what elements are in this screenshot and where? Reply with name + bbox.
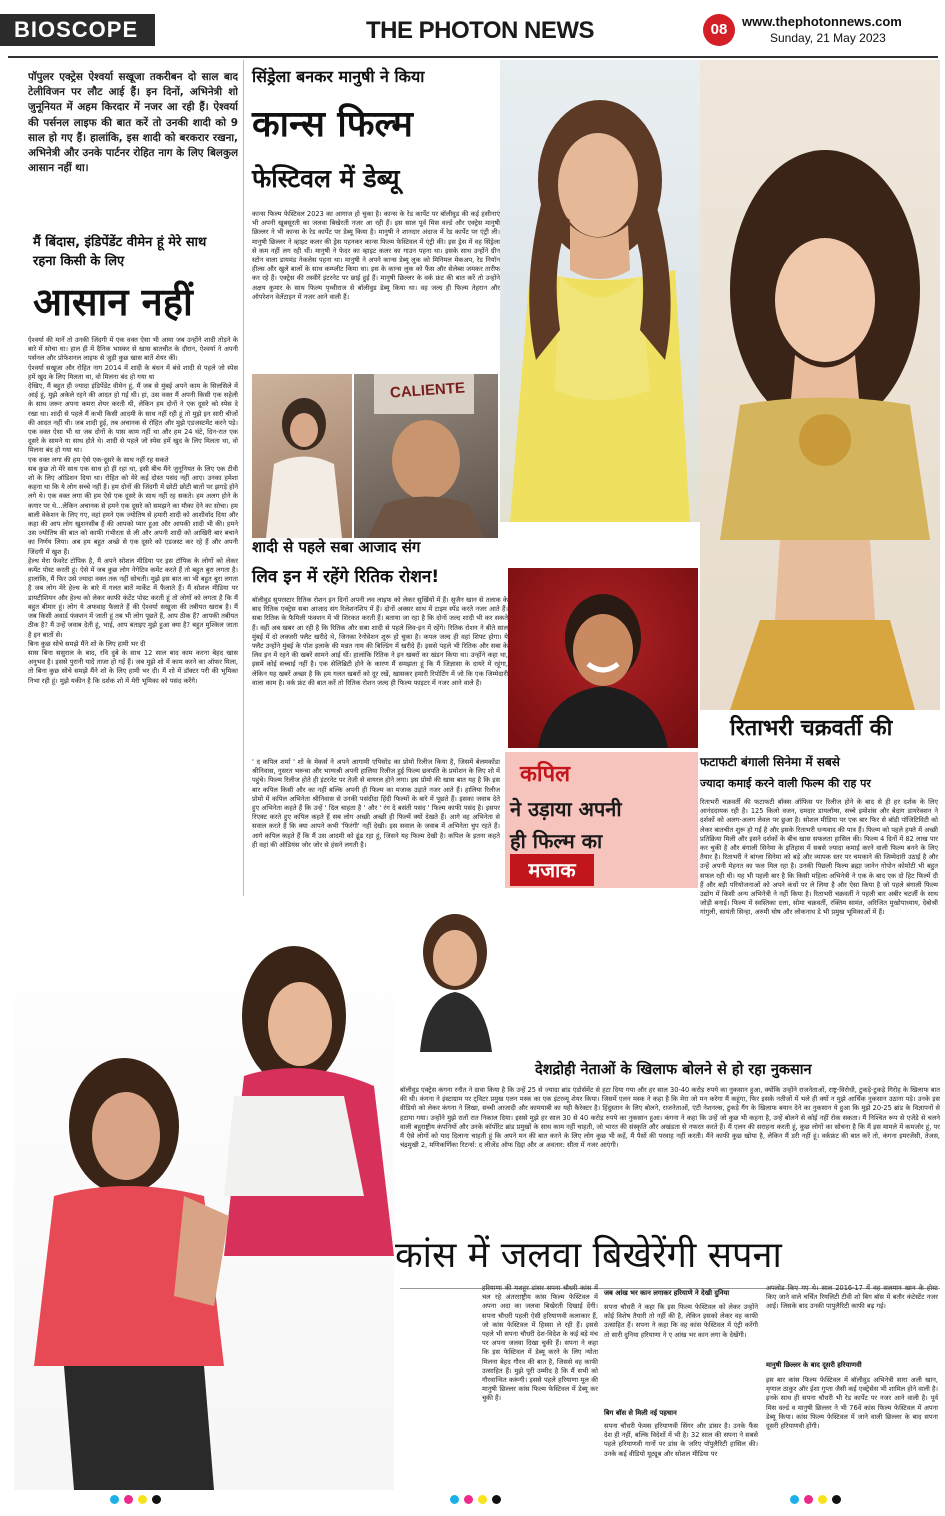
ritabhari-headline-3: ज्यादा कमाई करने वाली फिल्म की राह पर	[700, 777, 871, 790]
kangana-photo	[400, 892, 510, 1052]
manushi-headline-1: सिंड्रेला बनकर मानुषी ने किया	[252, 67, 425, 86]
section-masthead: BIOSCOPE	[0, 14, 155, 46]
reg-dot-cyan	[790, 1495, 799, 1504]
kapil-photo	[508, 568, 698, 748]
aishwarya-intro: पॉपुलर एक्ट्रेस ऐश्वर्या सखूजा तकरीबन दो साल बाद टेलीविजन पर लौट आई हैं। इन दिनों, अभिनेत्री शो जुनूनियत में अहम किरदार में नजर आ रही हैं। ऐश्वर्या की पर्सनल लाइफ की बात करें तो उनकी शादी को 9 साल हो गए हैं। हालांकि, इस शादी को बरकरार रखना, अभिनेत्री और उनके पार्टनर रोहित नाग के लिए बिलकुल आसान नहीं था।	[28, 71, 238, 175]
aishwarya-headline-top: मैं बिंदास, इंडिपेंडेंट वीमेन हूं मेरे साथ रहना किसी के लिए	[33, 235, 207, 269]
kapil-headline-2: ने उड़ाया अपनी	[510, 797, 622, 821]
reg-dot-magenta	[124, 1495, 133, 1504]
header-rule	[8, 56, 938, 58]
ritabhari-headline-2: फटाफटी बंगाली सिनेमा में सबसे	[700, 755, 840, 769]
reg-dot-yellow	[818, 1495, 827, 1504]
kapil-headline-1: कपिल	[520, 762, 571, 787]
reg-dot-magenta	[464, 1495, 473, 1504]
manushi-body: कान्स फिल्म फेस्टिवल 2023 का आगाज हो चुका है। कान्स के रेड कार्पेट पर बॉलीवुड की कई हसीनाएं भी अपनी खूबसूरती का जलवा बिखेरती नजर आ रही हैं। इस साल पूर्व मिस वर्ल्ड और एक्ट्रेस मानुषी छिल्लर ने भी कान्स के रेड कार्पेट पर डेब्यू किया है। मानुषी ने शानदार अंदाज में रेड कार्पेट पर एंट्री ली। मानुषी छिल्लर ने व्हाइट कलर की ड्रेस पहनकर कान्स फिल्म फेस्टिवल में एंट्री की। इस ड्रेस में वह सिंड्रेला से कम नहीं लग रही थीं। मानुषी ने फेदर का व्हाइट कलर का गाउन पहना था। इसके साथ उन्होंने ग्रीन स्टोन वाला डायमंड नेकलेस पहना था। मानुषी ने अपने कान्स डेब्यू लुक को मिनिमल मेकअप, रेड नियॉन हील्स और खुले बालों के साथ कम्प्लीट किया था। इस के कान्स लुक को फैंस और सेलेब्स जमकर तारीफ कर रहे हैं। एक्ट्रेस की तस्वीरें इंटरनेट पर छाई हुई हैं। मानुषी छिल्लर के वर्क फ्रंट की बात करें तो उन्होंने अक्षय कुमार के साथ फिल्म पृथ्वीराज से बॉलीवुड डेब्यू किया था। वह जल्द ही फिल्म तेहरान और ऑपरेशन वेलेंटाइन में नजर आने वाली हैं।	[252, 210, 500, 301]
ritabhari-body: रिताभरी चक्रवर्ती की फटाफटी बॉक्स ऑफिस पर रिलीज होने के बाद से ही हर दर्शक के लिए आनंददायक रही है। 125 किलो वजन, दमदार डायलॉग्स, सच्चे इमोशंस और बेदाग डायरेक्शन ने दर्शकों को अलग-अलग लेवल पर छुआ है। सोशल मीडिया पर एक बार फिर से बॉडी पॉजिटिविटी को लेकर बातचीत शुरू हो गई है और इसके रिताभरी धन्यवाद की पात्र हैं। फिल्म को पहले हफ्ते में अच्छी प्रतिक्रिया मिली और इसने दर्शकों के बीच खास सफलता हासिल की। फिल्म 4 दिनों में 82 लाख पार कर चुकी है और बंगाली सिनेमा के इतिहास में सबसे ज्यादा कमाई करने वाली फिल्म बनने के लिए तैयार है। रिताभरी ने बांग्ला सिनेमा को बड़े और व्यापक स्तर पर चमकाने की जिम्मेदारी उठाई है और उन्हें अपनी मेहनत का फल मिल रहा है। उनकी पिछली फिल्म ब्रह्मा जानेन गोपोन कोमोटी भी बहुत सफल रही थी। यह भी पहली बार है कि किसी महिला अभिनेत्री ने एक के बाद एक दो हिट फिल्में दी हैं और बड़ी परियोजनाओं को अपने कंधों पर ले लिया है और ऐसा किया है जो पहले बंगाली फिल्म उद्योग में किसी अन्य अभिनेत्री ने नहीं किया है। रिताभरी चक्रवर्ती ने पहली बार अबीर चटर्जी के साथ जोड़ी बनाई। फिल्म में स्वस्तिका दत्ता, सोमा चक्रवर्ती, रक्तिम सामंत, अरिजित मुखोपाध्याय, देबोश्री गांगुली, सायंती सिन्हा, अरुमी घोष और लोकनाथ डे भी प्रमुख भूमिकाओं में हैं।	[700, 798, 938, 917]
hrithik-saba-photo-right	[354, 374, 498, 538]
sapna-col3: अपलोड किए गए थे। साल 2016-17 में वह सलमान खान के होस्ट किए जाने वाले चर्चित रियलिटी टीवी शो बिग बॉस में बतौर कंटेस्टेंट नजर आईं। जिसके बाद उनकी पापुलैरिटी काफी बढ़ गई।	[766, 1284, 938, 1311]
manushi-headline-3: फेस्टिवल में डेब्यू	[252, 164, 400, 193]
hrithik-saba-photo-left	[252, 374, 352, 538]
sapna-headline: कांस में जलवा बिखेरेंगी सपना	[395, 1235, 782, 1276]
ritabhari-photo	[700, 60, 940, 710]
sapna-col3-head: मानुषी छिल्लर के बाद दूसरी हरियाणवी	[766, 1361, 862, 1369]
kapil-headline-3: ही फिल्म का	[510, 829, 603, 853]
reg-dot-black	[832, 1495, 841, 1504]
sapna-col1: हरियाणा की मशहूर डांसर सपना चौधरी कांस में चल रहे अंतरराष्ट्रीय कांस फिल्म फेस्टिवल में अपना अदा का जलवा बिखेरती दिखाई देंगी। सपना चौधरी पहली ऐसी हरियाणवी कलाकार हैं, जो कांस फेस्टिवल में हिस्सा ले रही हैं। इससे पहले भी सपना चौधरी देश-विदेश के कई बड़े मंच पर अपना जलवा दिखा चुकी हैं। सपना ने कहा कि इस फेस्टिवल में डेब्यू करने के लिए न्योता मिलना बेहद गौरव की बात है, जिससे वह काफी उत्साहित हैं। मुझे पूरी उम्मीद है कि मैं सभी को गौरवान्वित करूंगी। इससे पहले हरियाणा मूल की मानुषी छिल्लर कांस फिल्म फेस्टिवल में डेब्यू कर चुकी हैं।	[482, 1284, 598, 1403]
kapil-headline-4: मजाक	[510, 854, 594, 886]
sapna-col2-body: सपना चौधरी ने कहा कि इस फिल्म फेस्टिवल को लेकर उन्होंने कोई विशेष तैयारी तो नहीं की है, लेकिन इसको लेकर वह काफी उत्साहित हैं। सपना ने कहा कि वह कांस फेस्टिवल में एंट्री करेंगी तो सारी दुनिया हरियाणा ने ए आंख भर कान लगा के देखेंगी।	[604, 1303, 758, 1339]
site-url[interactable]: www.thephotonnews.com	[742, 14, 902, 29]
kangana-headline: देशद्रोही नेताओं के खिलाफ बोलने से हो रहा नुकसान	[535, 1062, 812, 1078]
kangana-body: बॉलीवुड एक्ट्रेस कंगना रनौत ने दावा किया है कि उन्हें 25 से ज्यादा ब्रांड एंडोर्समेंट से हटा दिया गया और हर साल 30-40 करोड़ रुपये का नुकसान हुआ, क्योंकि उन्होंने राजनेताओं, राष्ट्र-विरोधी, टुकड़े-टुकड़े गिरोह के खिलाफ बात की थी। कंगना ने इंस्टाग्राम पर ट्विटर प्रमुख एलन मस्क का एक इंटरव्यू शेयर किया। जिसमें एलन मस्क ने कहा है कि मेरा जो मन करेगा मैं कहूंगा, फिर इसके नतीजों में भले ही क्यों न मुझे आर्थिक नुकसान उठाना पड़े। उनके इस वीडियो को लेकर कंगना ने लिखा, सच्ची आजादी और कामयाबी का यही कैरेक्टर है। हिंदुस्तान के लिए बोलने, राजनेताओं, एंटी नेशनल्स, टुकड़े गैंग के खिलाफ बयान देने का नुकसान ये हुआ कि मुझे 20-25 ब्रांड के विज्ञापनों से हटाया गया। उन्होंने मुझे रातों रात निकाल दिया। इससे मुझे हर साल 30 से 40 करोड़ रुपये का नुकसान हुआ। कंगना ने कहा कि उन्हें जो कुछ भी कहना है, उन्हें बोलने से कोई नहीं रोक सकता। मैं निश्चित रूप से एजेंडे से चलने वाली बहुराष्ट्रीय कंपनियों और उनके कॉर्पोरेट ब्रांड प्रमुखों के साथ काम नहीं चाहती, जो भारत की संस्कृति और अखंडता से नफरत करते हैं। मैं एलन की सराहना करती हूं, कुछ लोगों का सोचना है कि मैं इस मामले में कमजोर हूं, पर मैं ऐसे लोगों को याद दिलाना चाहती हूं कि अपने मन की बात करने के लिए लोग कुछ भी कहें, मैं पैसों की परवाह नहीं करती। मैंने काफी कुछ खोया है, लेकिन मैं डरी नहीं हूं। वर्कफ्रंट की बात करें तो, कंगना इमरजेंसी, तेजस, चंद्रमुखी 2, मणिकर्णिका रिटर्न्स: द लीजेंड ऑफ दिद्दा और अ अवतार: सीता में नजर आएंगी।	[400, 1086, 940, 1150]
reg-dot-cyan	[450, 1495, 459, 1504]
page-number-badge: 08	[703, 14, 735, 46]
paper-name: THE PHOTON NEWS	[365, 17, 595, 44]
sapna-photo	[14, 896, 394, 1490]
caliente-cap-text: CALIENTE	[389, 379, 466, 402]
sapna-col2-head: जब आंख भर कान लगाकर हरियाणे ने देखी दुनिया	[604, 1289, 730, 1297]
sapna-col2-head2: बिग बॉस से मिली नई पहचान	[604, 1409, 677, 1417]
aishwarya-headline-big: आसान नहीं	[33, 280, 193, 324]
reg-dot-cyan	[110, 1495, 119, 1504]
issue-date: Sunday, 21 May 2023	[770, 31, 886, 45]
reg-dot-yellow	[478, 1495, 487, 1504]
reg-dot-magenta	[804, 1495, 813, 1504]
reg-dot-black	[492, 1495, 501, 1504]
reg-dot-black	[152, 1495, 161, 1504]
reg-dot-yellow	[138, 1495, 147, 1504]
manushi-photo	[500, 60, 700, 522]
ritabhari-headline-1: रिताभरी चक्रवर्ती की	[730, 716, 893, 741]
hrithik-headline-1: शादी से पहले सबा आजाद संग	[252, 538, 421, 556]
manushi-headline-2: कान्स फिल्म	[252, 104, 413, 145]
sapna-col2-body2: सपना चौधरी फेमस हरियाणवी सिंगर और डांसर है। उनके फैंस देश ही नहीं, बल्कि विदेशों में भी है। 32 साल की सपना ने सबसे पहले हरियाणवी गानों पर डांस के जरिए पॉपुलैरिटी हासिल की। उनके कई वीडियो यूट्यूब और सोशल मीडिया पर	[604, 1422, 758, 1458]
hrithik-headline-2: लिव इन में रहेंगे रितिक रोशन!	[252, 567, 440, 587]
hrithik-body: बॉलीवुड सुपरस्टार रितिक रोशन इन दिनों अपनी लव लाइफ को लेकर सुर्खियों में हैं। सुजैन खान से तलाक के बाद रितिक एक्ट्रेस सबा आजाद संग रिलेशनशिप में हैं। दोनों अक्सर साथ में टाइम स्पेंड करते नजर आते हैं। सबा रितिक के फैमिली फंक्शन में भी शिरकत करती हैं। बताया जा रहा है कि दोनों जल्द शादी भी कर सकते हैं। वहीं अब खबर आ रही है कि रितिक और सबा शादी से पहले लिव-इन में रहेंगे। रितिक रोशन ने बीते साल मुंबई में दो लक्जरी फ्लैट खरीदे थे, जिनका रेनोवेशन शुरू हो चुका है। कपल जल्द ही वहां शिफ्ट होगा। ये फ्लैट उन्होंने मुंबई के पॉश इलाके की मन्नत नाम की बिल्डिंग में खरीदे हैं। इससे पहले भी रितिक और सबा के लिव इन में रहने की खबरें सामने आई थीं। हालांकि रितिक ने इन खबरों का खंडन किया था। उन्होंने कहा था, इसमें कोई सच्चाई नहीं है। एक सेलिब्रिटी होने के कारण मैं समझता हूं कि मैं जिज्ञासा के दायरे में रहूंगा, लेकिन यह खबरें अच्छा है कि हम गलत खबरों को दूर रखें, खासकर हमारी रिपोर्टिंग में जो कि एक जिम्मेदारी वाला काम है। वर्क फ्रंट की बात करें तो रितिक रोशन जल्द ही फिल्म फाइटर में नजर आने वाले हैं।	[252, 596, 508, 687]
sapna-col3-body: इस बार कांस फिल्म फेस्टिवल में बॉलीवुड अभिनेत्री सारा अली खान, मृणाल ठाकुर और ईशा गुप्ता जैसी कई एक्ट्रेसेस भी शामिल होने वाली है। इनके साथ ही सपना चौधरी भी रेड कार्पेट पर नजर आने वाली है। पूर्व मिस वर्ल्ड व मानुषी छिल्लर ने भी 76वें कांस फिल्म फेस्टिवल में अपना डेब्यू किया। कांस फिल्म फेस्टिवल में जाने वाली छिल्लर के बाद सपना दूसरी हरियाणवी होंगी।	[766, 1376, 938, 1431]
kapil-body: ' द कपिल शर्मा ' शो के मेकर्स ने अपने आगामी एपिसोड का प्रोमो रिलीज किया है, जिसमें बेलमकोंडा श्रीनिवास, नुसरत भरूचा और भाग्यश्री अपनी हालिया रिलीज हुई फिल्म छत्रपति के प्रमोशन के लिए शो में पहुंचे। फिल्म रिलीज होते ही इंटरनेट पर तेजी से वायरल होने लगा। इस प्रोमो की खास बात यह है कि इस बार कपिल किसी और का नहीं बल्कि अपनी ही फिल्म का मजाक उड़ाते नजर आते हैं। हालिया रिलीज प्रोमो में कपिल अभिनेता श्रीनिवास से उनकी पसंदीदा हिंदी फिल्मों के बारे में पूछते हैं। इसका जवाब देते हुए अभिनेता कहते हैं कि उन्हें ' दिल चाहता है ' और ' रंग दे बसंती पसंद ' फिल्म काफी पसंद है। इसपर रिएक्ट करते हुए कपिल कहते हैं सब लोग अच्छी अच्छी ही फिल्में क्यों देखते हैं। आगे वह अभिनेता से सवाल करते हैं कि क्या आपने कभी 'फिरंगी' नहीं देखी। इस सवाल के जवाब में अभिनेता चुप रहते हैं। आगे कपिल कहते हैं कि मैं उस आदमी को ढूंढ रहा हूं, जिसने यह फिल्म देखी है। कपिल के इतना कहते ही वहां की ऑडियंस जोर जोर से हंसने लगती है।	[252, 758, 500, 849]
aishwarya-body: ऐश्वर्या की मानें तो उनकी जिंदगी में एक वक्त ऐसा भी आया जब उन्होंने शादी तोड़ने के बारे में सोचा था। हाल ही में दैनिक भास्कर से खास बातचीत के दौरान, ऐश्वर्या ने अपनी पर्सनल और प्रोफेशनल लाइफ से जुड़ी कुछ खास बातें शेयर कीं। ऐश्वर्या सखूजा और रोहित नाग 2014 में शादी के बंधन में बंधे शादी से पहले जो स्पेस हमें खुद के लिए मिलता था, वो मिलना बंद हो गया था देखिए, मैं बहुत ही ज्यादा इंडिपेंडेंट वीमेन हूं, मैं जब से मुंबई अपने काम के सिलसिले में आई हूं, मुझे अकेले रहने की आदत हो गई थी। हां, उस वक्त मैं अपनी किसी एक सहेली के साथ जरूर अपना कमरा शेयर करती थी, लेकिन हम दोनों ने एक दूसरे को स्पेस दे रखा था। शादी से पहले मैं कभी किसी आदमी के साथ नहीं रही हूं तो मुझे इन सारी चीजों की आदत नहीं थी। जब शादी हुई, तब अचानक से रोहित और मुझे एडजस्टमेंट करने पड़े। एक वक्त ऐसा भी था जब दोनों के पास काम नहीं था और हम 24 घंटे, दिन-रात एक दूसरे के सामने या साथ होते थे। शादी से पहले जो स्पेस हमें खुद के लिए मिलता था, वो मिलना बंद हो गया था। एक वक्त लगा की हम ऐसे एक-दूसरे के साथ नहीं रह सकते सब कुछ तो मेरे साथ एक साथ हो ही रहा था, इसी बीच मैंने जुनूनियत के लिए एक टीवी शो के लिए ऑडिशन दिया था। रोहित को मेरे कई दोस्त पसंद नहीं आए। उनका हमेशा कहना था कि ये लोग सच्चे नहीं हैं। हम दोनों की जिंदगी में छोटी छोटी बातों पर झगड़े होने लगे थे। एक वक्त लगा की हम ऐसे एक दूसरे के साथ नहीं रह सकते। हम अलग होने के कगार पर थे...लेकिन अचानक से हमने एक दूसरे को समझने का मौका देने का सोचा। हम बाली वेकेशन के लिए गए, वहां हमने एक ज्योतिष से हमारी शादी को आशीर्वाद दिया और कहा की आप लोग खुशनसीब हैं की आपको प्यार हुआ और आपकी शादी भी की। हमने उस ज्योतिष की बात को काफी गंभीरता से ली और अपनी शादी को आखिरी बार बचाने का निर्णय लिया। अब हम बहुत अच्छे से एक दूसरे को एडजस्ट कर रहे हैं और अपनी जिंदगी में खुश हैं। हेल्थ मेरा फेवरेट टॉपिक है, मैं अपने सोशल मीडिया पर इस टॉपिक के लोगों को लेकर कमेंट पोस्ट करती हूं। ऐसे में जब कुछ लोग नेगेटिव कमेंट करते हैं तो बहुत बुरा लगता है। हालांकि, मैं फिर उसे ज्यादा वक्त तक नहीं सोचती। मुझे इस बात का भी बहुत बुरा लगता है जब लोग मेरे हेल्थ के बारे में गलत बातें मार्केट में फैलाते हैं। मैं सोशल मीडिया पर डायटीशियन और हेल्थ को लेकर काफी कंटेंट पोस्ट करती हूं तो लोगों को लगता है कि मैं बहुत बीमार हूं। लोग ये अफवाह फैलाते हैं की ऐश्वर्या सखूजा की तबीयत खराब है। मैं जब किसी अवार्ड फंक्शन में जाती हूं तब भी लोग पूछते हैं, आप ठीक हैं? आपकी तबीयत ठीक है? मैं उन्हें जवाब देती हूं, भाई, आप बताइए मुझे हुआ क्या है? बहुत मुश्किल जाता है इन बातों से। बिना कुछ सोचे समझे मैंने शो के लिए हामी भर दी सास बिना ससुराल के बाद, रवि दुबे के साथ 12 साल बाद काम करना बेहद खास अनुभव है। इससे पुरानी यादें ताजा हो गई हैं। जब मुझे शो में काम करने का ऑफर मिला, तो बिना कुछ सोचे समझे मैंने शो के लिए हामी भर दी। मैं शो में डॉक्टर परी की भूमिका निभा रही हूं। मुझे यकीन है कि दर्शक शो में मेरी भूमिका को पसंद करेंगे।	[28, 336, 238, 685]
